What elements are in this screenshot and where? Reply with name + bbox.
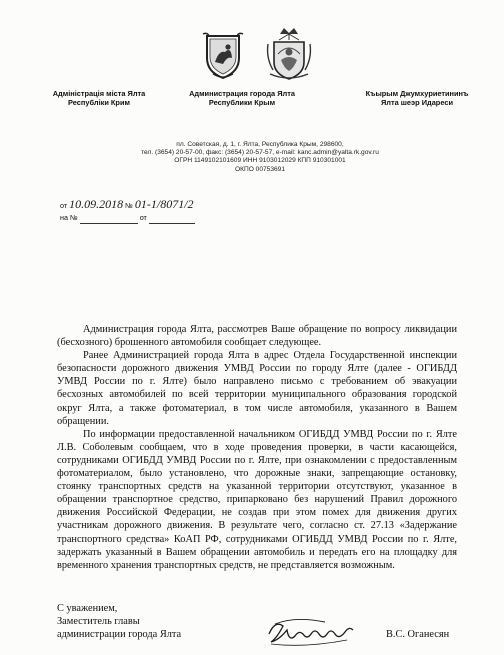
org-name-line: Къырым Джумхуриетининъ — [365, 89, 469, 98]
body-paragraph: Администрация города Ялта, рассмотрев Ваше обращение по вопросу ликвидации (бесхозного) брошенного автомобиля сообщает следующее. — [57, 324, 457, 349]
yalta-city-emblem-icon — [201, 30, 245, 80]
org-name-line: Республіки Крим — [68, 98, 130, 107]
org-name-line: Адміністрація міста Ялта — [52, 89, 146, 98]
org-name-line: Республики Крым — [208, 98, 276, 107]
closing-line: С уважением, — [57, 603, 118, 614]
phone-email-line: тел. (3654) 20-57-00, факс: (3654) 20-57-57, e-mail: kanc.admin@yalta.rk.gov.ru — [141, 149, 379, 157]
closing-line: администрации города Ялта — [57, 629, 182, 641]
registration-codes-line: ОГРН 1149102101609 ИНН 9103012029 КПП 910301001 — [174, 157, 346, 165]
reference-number-blank — [80, 214, 138, 224]
org-name-line: Администрация города Ялта — [189, 89, 295, 98]
reference-from-label: от — [139, 213, 147, 222]
contact-details — [100, 141, 420, 174]
org-name-russian — [172, 89, 312, 107]
closing-line: Заместитель главы — [57, 616, 140, 628]
number-label: № — [125, 201, 133, 210]
handwritten-signature-icon — [265, 612, 355, 655]
closing-block — [57, 602, 181, 641]
letter-body — [57, 323, 457, 572]
from-label: от — [60, 201, 68, 210]
reference-row — [60, 212, 260, 224]
okpo-line: ОКПО 00753691 — [234, 165, 285, 173]
signer-name: В.С. Оганесян — [386, 629, 450, 640]
outgoing-number-row — [60, 198, 260, 212]
org-name-line: Ялта шеэр Идареси — [380, 98, 453, 107]
handwritten-number: 01-1/8071/2 — [134, 197, 194, 211]
handwritten-date: 10.09.2018 — [69, 197, 124, 211]
address-line: пл. Советская, д. 1, г. Ялта, Республика Крым, 298600, — [176, 141, 344, 148]
org-name-crimean-tatar — [342, 89, 492, 107]
outgoing-registration — [60, 198, 260, 224]
body-paragraph: По информации предоставленной начальником ОГИБДД УМВД России по г. Ялте Л.В. Соболевым сообщаем, что в ходе проведения проверки, в части касающейся, сотрудниками ОГИБДД УМВД России по г. Ялте, при ознакомлении с предоставленным фотоматериалом, было установлено, что дорожные знаки, запрещающие остановку, стоянку транспортных средств на указанной территории отсутствуют, указанное в обращении транспортное средство, припарковано без нарушений Правил дорожного движения Российской Федерации, не создав при этом помех для движения других участникам дорожного движения. В результате чего, согласно ст. 27.13 «Задержание транспортного средства» КоАП РФ, сотрудниками ОГИБДД УМВД России по г. Ялте, задержать указанный в Вашем обращении автомобиль и передать его на площадку для временного хранения транспортных средств, не представляется возможным. — [57, 428, 457, 571]
body-paragraph: Ранее Администрацией города Ялта в адрес Отдела Государственной инспекции безопасности дорожного движения УМВД России по городу Ялте (далее - ОГИБДД УМВД России по г. Ялте) было направлено письмо с требованием об эвакуации бесхозных автомобилей по всей территории муниципального образования городской округ Ялта, а также фотоматериал, в том числе автомобиля, указанного в Вашем обращении. — [57, 350, 457, 427]
crimea-emblem-icon — [264, 24, 314, 82]
reference-label: на № — [60, 213, 78, 222]
org-name-ukrainian — [28, 89, 170, 107]
reference-date-blank — [149, 214, 195, 224]
